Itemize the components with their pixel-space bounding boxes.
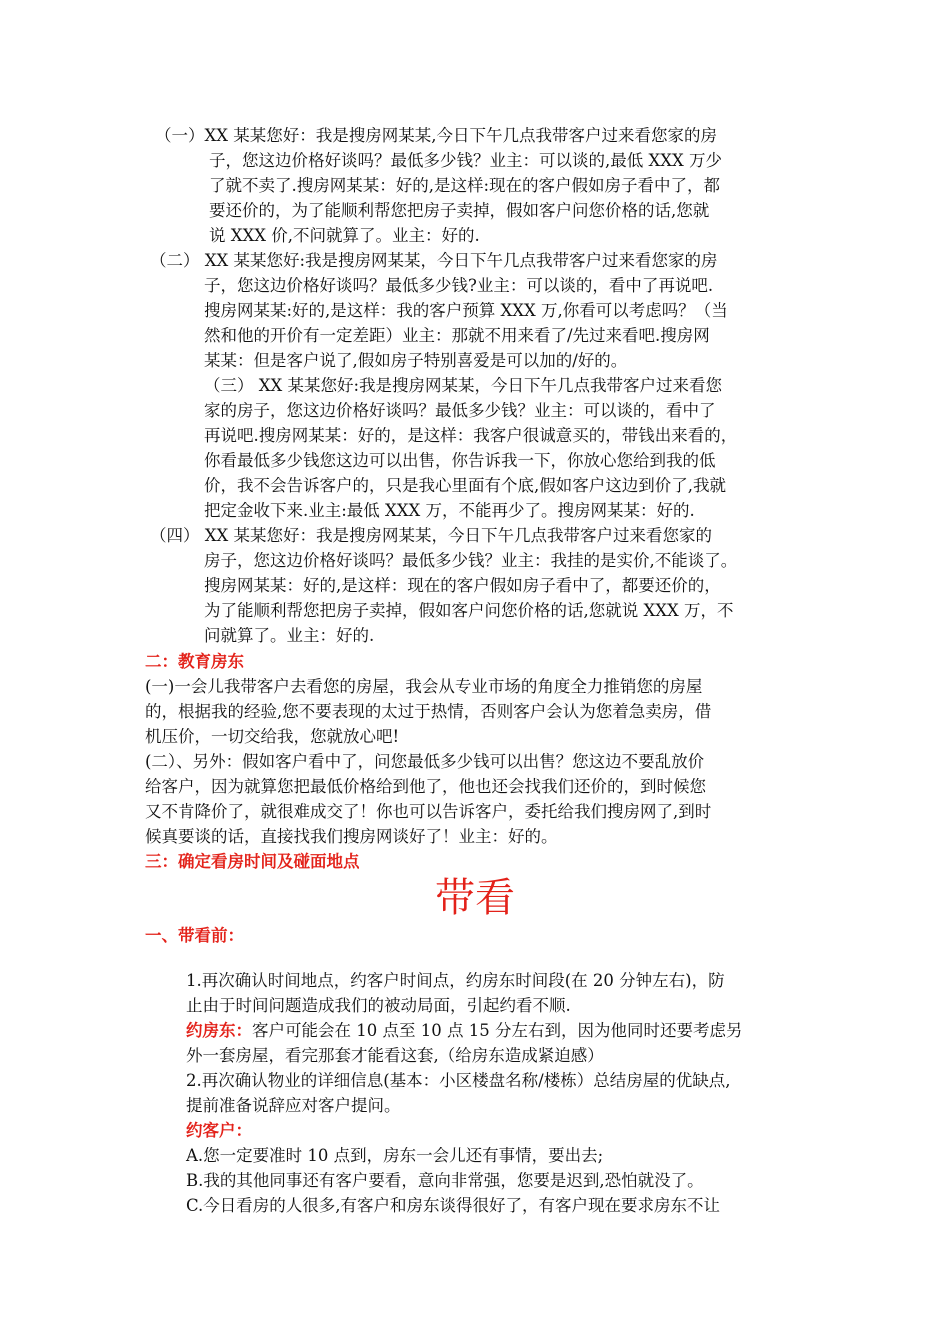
text-line: （二） XX 某某您好:我是搜房网某某，今日下午几点我带客户过来看您家的房 [150, 251, 718, 270]
text-line: 再说吧.搜房网某某：好的，是这样：我客户很诚意买的，带钱出来看的， [204, 426, 738, 445]
text-line: 外一套房屋，看完那套才能看这套,（给房东造成紧迫感） [186, 1046, 604, 1065]
list-item: B.我的其他同事还有客户要看，意向非常强，您要是迟到,恐怕就没了。 [186, 1171, 704, 1190]
text-line: 问就算了。业主：好的. [204, 626, 375, 645]
text-line: 搜房网某某：好的,是这样：现在的客户假如房子看中了，都要还价的， [204, 576, 721, 595]
section-heading: 三：确定看房时间及碰面地点 [145, 852, 360, 871]
text-line: 说 XXX 价,不问就算了。业主：好的. [209, 226, 480, 245]
subsection-heading: 一、带看前： [145, 926, 244, 945]
text-line: 给客户，因为就算您把最低价格给到他了，他也还会找我们还价的，到时候您 [145, 777, 706, 796]
text-line: 又不肯降价了，就很难成交了！你也可以告诉客户，委托给我们搜房网了,到时 [145, 802, 712, 821]
text-line: 的，根据我的经验,您不要表现的太过于热情，否则客户会认为您着急卖房，借 [145, 702, 712, 721]
section-heading: 二：教育房东 [145, 652, 244, 671]
text-line: 要还价的，为了能顺利帮您把房子卖掉，假如客户问您价格的话,您就 [209, 201, 710, 220]
text-line: 子，您这边价格好谈吗？最低多少钱?业主：可以谈的，看中了再说吧. [204, 276, 714, 295]
landlord-text: 客户可能会在 10 点至 10 点 15 分左右到，因为他同时还要考虑另 [252, 1021, 743, 1040]
list-item: A.您一定要准时 10 点到，房东一会儿还有事情，要出去; [186, 1146, 604, 1165]
text-line: 为了能顺利帮您把房子卖掉，假如客户问您价格的话,您就说 XXX 万，不 [204, 601, 734, 620]
text-line: (一)一会儿我带客户去看您的房屋，我会从专业市场的角度全力推销您的房屋 [145, 677, 703, 696]
text-line: 候真要谈的话，直接找我们搜房网谈好了！业主：好的。 [145, 827, 558, 846]
text-line: 你看最低多少钱您这边可以出售，你告诉我一下，你放心您给到我的低 [204, 451, 716, 470]
text-line: 搜房网某某:好的,是这样：我的客户预算 XXX 万,你看可以考虑吗？（当 [204, 301, 728, 320]
landlord-label: 约房东： [186, 1021, 252, 1040]
page-title: 带看 [435, 875, 515, 921]
customer-label: 约客户： [186, 1121, 252, 1140]
text-line: （三） XX 某某您好:我是搜房网某某，今日下午几点我带客户过来看您 [204, 376, 723, 395]
text-line: 把定金收下来.业主:最低 XXX 万，不能再少了。搜房网某某：好的. [204, 501, 695, 520]
text-line: 房子，您这边价格好谈吗？最低多少钱？业主：我挂的是实价,不能谈了。 [204, 551, 738, 570]
text-line: 价，我不会告诉客户的，只是我心里面有个底,假如客户这边到价了,我就 [204, 476, 726, 495]
text-line: (二）、另外：假如客户看中了，问您最低多少钱可以出售？您这边不要乱放价 [145, 752, 705, 771]
landlord-line [186, 1019, 742, 1044]
text-line: 然和他的开价有一定差距）业主：那就不用来看了/先过来看吧.搜房网 [204, 326, 710, 345]
text-line: （四） XX 某某您好：我是搜房网某某，今日下午几点我带客户过来看您家的 [150, 526, 712, 545]
list-item: C.今日看房的人很多,有客户和房东谈得很好了，有客户现在要求房东不让 [186, 1196, 721, 1215]
text-line: 子，您这边价格好谈吗？最低多少钱？业主：可以谈的,最低 XXX 万少 [209, 151, 722, 170]
text-line: 1.再次确认时间地点，约客户时间点，约房东时间段(在 20 分钟左右)，防 [186, 971, 725, 990]
text-line: 止由于时间问题造成我们的被动局面，引起约看不顺. [186, 996, 571, 1015]
text-line: 2.再次确认物业的详细信息(基本：小区楼盘名称/楼栋）总结房屋的优缺点, [186, 1071, 731, 1090]
text-line: 家的房子，您这边价格好谈吗？最低多少钱？业主：可以谈的，看中了 [204, 401, 716, 420]
text-line: 机压价，一切交给我，您就放心吧! [145, 727, 400, 746]
text-line: 提前准备说辞应对客户提问。 [186, 1096, 401, 1115]
text-line: （一）XX 某某您好：我是搜房网某某,今日下午几点我带客户过来看您家的房 [155, 126, 717, 145]
text-line: 某某：但是客户说了,假如房子特别喜爱是可以加的/好的。 [204, 351, 628, 370]
text-line: 了就不卖了.搜房网某某：好的,是这样:现在的客户假如房子看中了，都 [209, 176, 721, 195]
